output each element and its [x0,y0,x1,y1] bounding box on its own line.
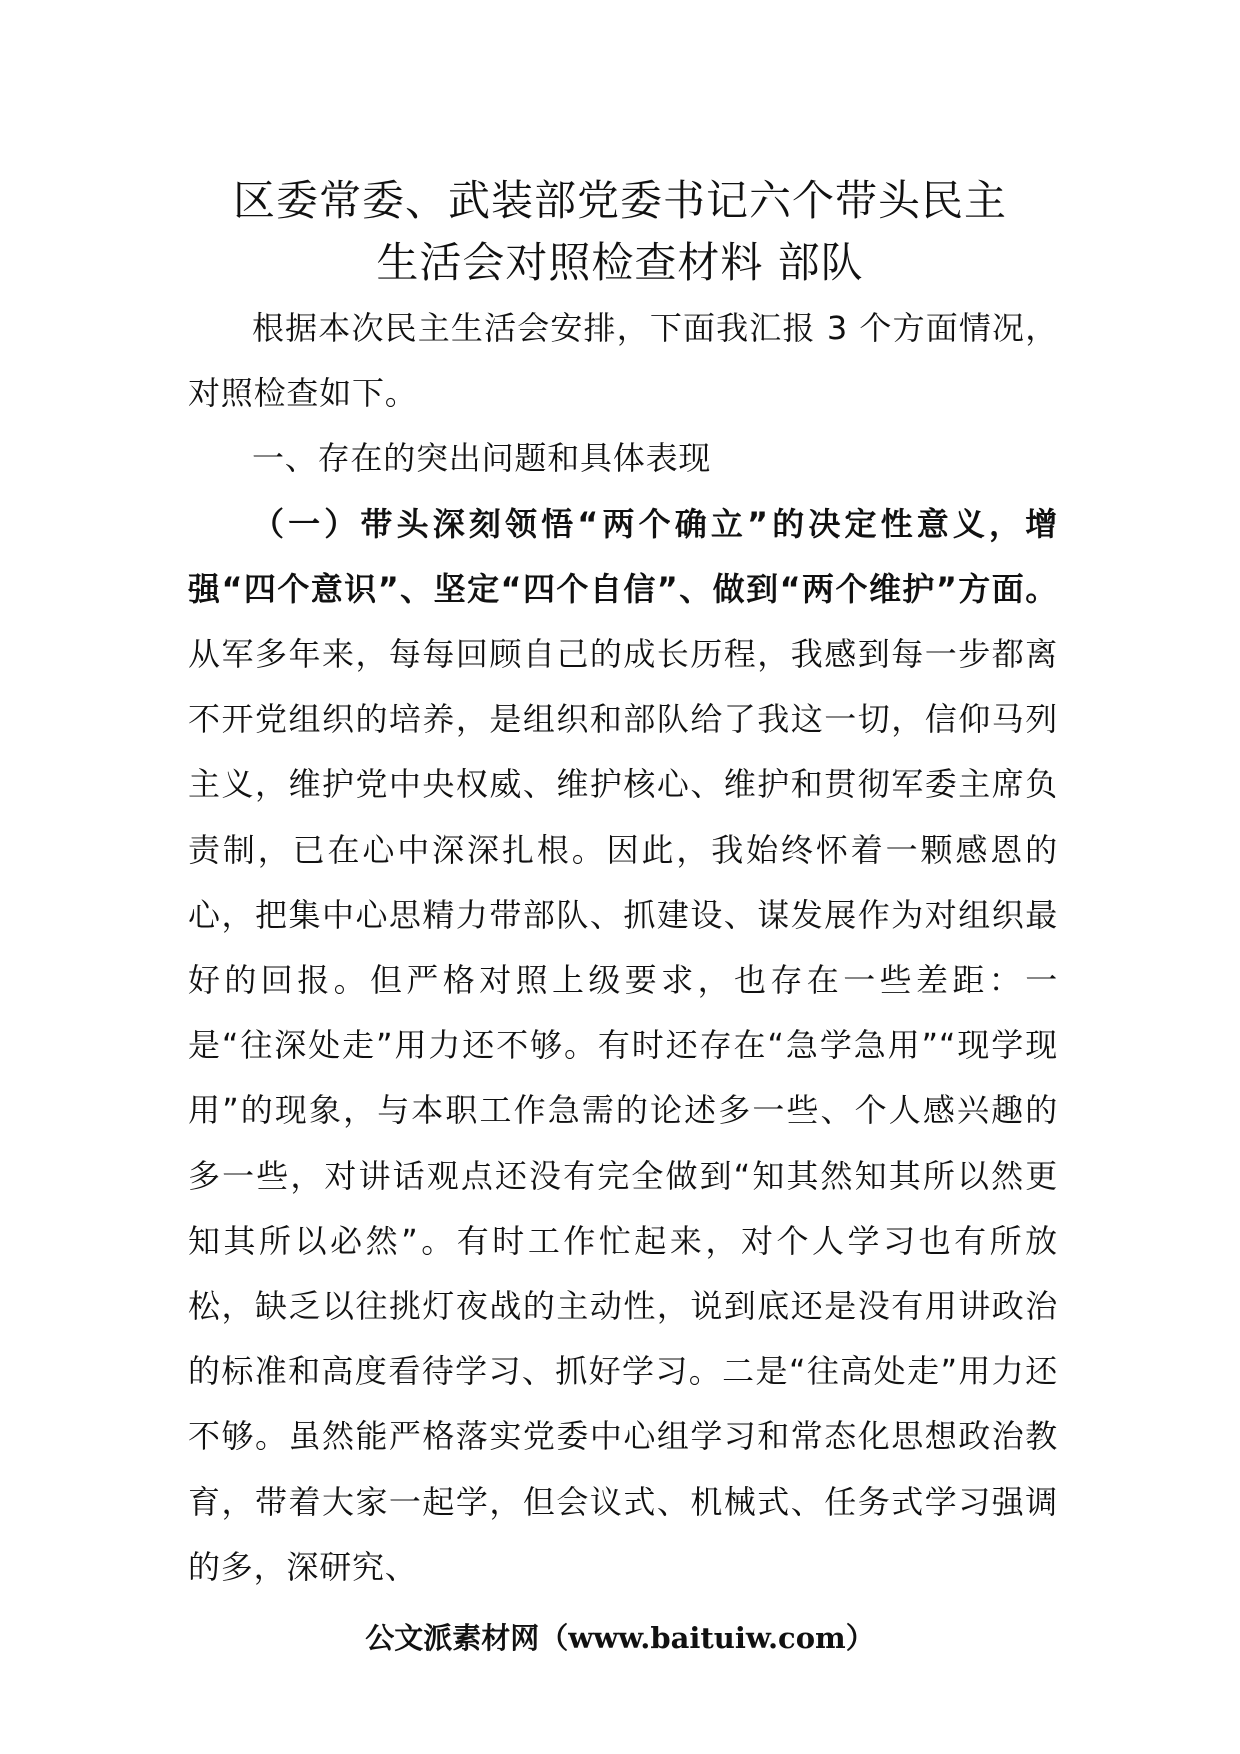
subsection-paragraph [188,492,1058,1600]
section-heading: 一、存在的突出问题和具体表现 [252,439,712,478]
subsection-heading: （一）带头深刻领悟“两个确立”的决定性意义，增强“四个意识”、坚定“四个自信”、做到“两个维护”方面。 [188,504,1058,608]
intro-paragraph: 根据本次民主生活会安排，下面我汇报 3 个方面情况，对照检查如下。 [188,309,1058,413]
document-body [188,296,1058,1600]
title-line-2: 生活会对照检查材料 部队 [376,238,864,287]
document-title [150,170,1090,294]
subsection-body: 从军多年来，每每回顾自己的成长历程，我感到每一步都离不开党组织的培养，是组织和部队给了我这一切，信仰马列主义，维护党中央权威、维护核心、维护和贯彻军委主席负责制，已在心中深深扎根。因此，我始终怀着一颗感恩的心，把集中心思精力带部队、抓建设、谋发展作为对组织最好的回报。但严格对照上级要求，也存在一些差距：一是“往深处走”用力还不够。有时还存在“急学急用”“现学现用”的现象，与本职工作急需的论述多一些、个人感兴趣的多一些，对讲话观点还没有完全做到“知其然知其所以然更知其所以必然”。有时工作忙起来，对个人学习也有所放松，缺乏以往挑灯夜战的主动性，说到底还是没有用讲政治的标准和高度看待学习、抓好学习。二是“往高处走”用力还不够。虽然能严格落实党委中心组学习和常态化思想政治教育，带着大家一起学，但会议式、机械式、任务式学习强调的多，深研究、 [188,635,1058,1586]
title-line-1: 区委常委、武装部党委书记六个带头民主 [232,176,1007,225]
footer-source: 公文派素材网（www.baituiw.com） [365,1621,875,1655]
